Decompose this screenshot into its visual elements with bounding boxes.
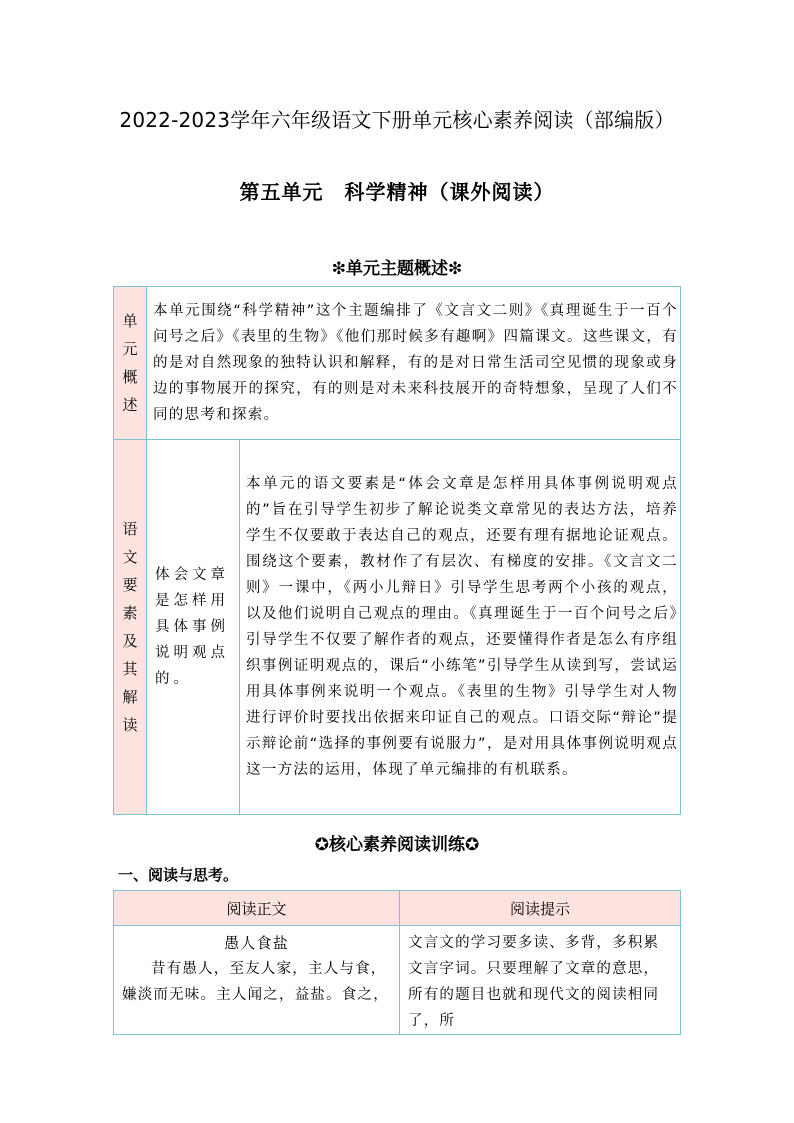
story-title: 愚人食盐 <box>224 934 289 952</box>
language-element: 体会文章是怎样用具体事例说明观点的。 <box>147 440 240 815</box>
hint-text: 文言文的学习要多读、多背，多积累文言字词。只要理解了文章的意思，所有的题目也就和现代文的阅读相同了，所 <box>408 935 660 1029</box>
table-header-row <box>114 891 681 926</box>
table-row <box>114 926 681 1035</box>
reading-hint-cell <box>400 926 681 1035</box>
section-heading-overview: ❇单元主题概述❇ <box>331 259 463 279</box>
label-char: 及 <box>122 632 138 650</box>
document-title: 2022-2023学年六年级语文下册单元核心素养阅读（部编版） <box>119 108 675 132</box>
unit-title: 第五单元 科学精神（课外阅读） <box>239 180 555 204</box>
label-char: 素 <box>122 604 138 622</box>
label-char: 解 <box>122 688 138 706</box>
row-label-elements <box>114 440 147 815</box>
label-char: 其 <box>122 660 138 678</box>
label-char: 要 <box>122 576 138 594</box>
row-label-overview <box>114 287 147 440</box>
table-row <box>114 440 681 815</box>
overview-table <box>113 286 681 815</box>
label-char: 概 <box>122 368 138 386</box>
label-char: 述 <box>122 396 138 414</box>
label-char: 文 <box>122 548 138 566</box>
label-char: 语 <box>122 520 138 538</box>
label-char: 读 <box>122 716 138 734</box>
reading-text-cell <box>114 926 400 1035</box>
column-header-text: 阅读正文 <box>114 891 400 926</box>
section-heading-training: ✪核心素养阅读训练✪ <box>314 835 480 855</box>
label-char: 单 <box>122 312 138 330</box>
overview-text: 本单元围绕“科学精神”这个主题编排了《文言文二则》《真理诞生于一百个问号之后》《表里的生物》《他们那时候多有趣啊》四篇课文。这些课文，有的是对自然现象的独特认识和解释，有的是对日常生活司空见惯的现象或身边的事物展开的探究，有的则是对未来科技展开的奇特想象，呈现了人们不同的思考和探索。 <box>147 287 681 440</box>
story-text: 昔有愚人，至友人家，主人与食，嫌淡而无味。主人闻之，益盐。食之， <box>122 961 389 1003</box>
part-label: 一、阅读与思考。 <box>118 866 239 884</box>
table-row <box>114 287 681 440</box>
label-char: 元 <box>122 340 138 358</box>
language-element-explanation: 本单元的语文要素是“体会文章是怎样用具体事例说明观点的”旨在引导学生初步了解论说类文章常见的表达方法，培养学生不仅要敢于表达自己的观点，还要有理有据地论证观点。围绕这个要素，教材作了有层次、有梯度的安排。《文言文二则》一课中，《两小儿辩日》引导学生思考两个小孩的观点，以及他们说明自己观点的理由。《真理诞生于一百个问号之后》引导学生不仅要了解作者的观点，还要懂得作者是怎么有序组织事例证明观点的，课后“小练笔”引导学生从读到写，尝试运用具体事例来说明一个观点。《表里的生物》引导学生对人物进行评价时要找出依据来印证自己的观点。口语交际“辩论”提示辩论前“选择的事例要有说服力”，是对用具体事例说明观点这一方法的运用，体现了单元编排的有机联系。 <box>240 440 681 815</box>
column-header-hint: 阅读提示 <box>400 891 681 926</box>
reading-table <box>113 890 681 1035</box>
